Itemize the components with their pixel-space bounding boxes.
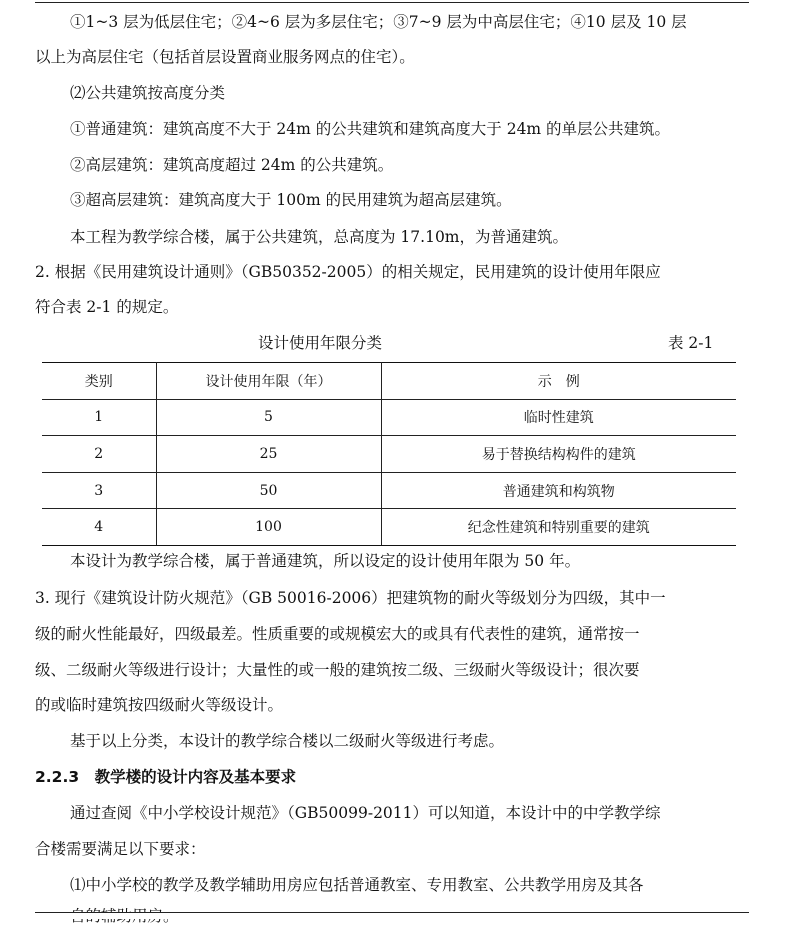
text-line: 级的耐火性能最好，四级最差。性质重要的或规模宏大的或具有代表性的建筑，通常按一 bbox=[35, 625, 640, 643]
text-line: 级、二级耐火等级进行设计；大量性的或一般的建筑按二级、三级耐火等级设计；很次要 bbox=[35, 661, 640, 679]
table-cell: 临时性建筑 bbox=[381, 399, 736, 436]
text-line: 合楼需要满足以下要求： bbox=[35, 840, 206, 858]
text-line: 以上为高层住宅（包括首层设置商业服务网点的住宅）。 bbox=[35, 48, 415, 66]
table-cell: 100 bbox=[156, 509, 381, 546]
text-line: 基于以上分类，本设计的教学综合楼以二级耐火等级进行考虑。 bbox=[70, 732, 505, 750]
table-cell: 纪念性建筑和特别重要的建筑 bbox=[381, 509, 736, 546]
table-cell: 25 bbox=[156, 436, 381, 473]
text-line: 3. 现行《建筑设计防火规范》（GB 50016-2006）把建筑物的耐火等级划分为四级，其中一 bbox=[35, 589, 666, 607]
table-cell: 50 bbox=[156, 472, 381, 509]
table-header-cell: 设计使用年限（年） bbox=[156, 363, 381, 400]
text-line: 的或临时建筑按四级耐火等级设计。 bbox=[35, 696, 284, 714]
text-line: 符合表 2-1 的规定。 bbox=[35, 298, 179, 316]
text-line: 2. 根据《民用建筑设计通则》（GB50352-2005）的相关规定，民用建筑的设计使用年限应 bbox=[35, 263, 661, 281]
table-cell: 4 bbox=[42, 509, 156, 546]
table-header-row bbox=[42, 363, 736, 400]
top-border-line bbox=[35, 2, 749, 3]
table-cell: 3 bbox=[42, 472, 156, 509]
text-line: 本设计为教学综合楼，属于普通建筑，所以设定的设计使用年限为 50 年。 bbox=[70, 552, 581, 570]
text-line: 通过查阅《中小学校设计规范》（GB50099-2011）可以知道，本设计中的中学教学综 bbox=[70, 804, 661, 822]
table-cell: 易于替换结构构件的建筑 bbox=[381, 436, 736, 473]
section-heading: 2.2.3 教学楼的设计内容及基本要求 bbox=[35, 768, 297, 786]
table-row bbox=[42, 399, 736, 436]
table-cell: 1 bbox=[42, 399, 156, 436]
table-cell: 普通建筑和构筑物 bbox=[381, 472, 736, 509]
table-row bbox=[42, 436, 736, 473]
text-line: ①普通建筑：建筑高度不大于 24m 的公共建筑和建筑高度大于 24m 的单层公共建筑。 bbox=[70, 120, 671, 138]
text-line: 本工程为教学综合楼，属于公共建筑，总高度为 17.10m，为普通建筑。 bbox=[70, 228, 569, 246]
table-row bbox=[42, 472, 736, 509]
bottom-border-line bbox=[35, 912, 749, 913]
text-line: ①1~3 层为低层住宅；②4~6 层为多层住宅；③7~9 层为中高层住宅；④10 层及 10 层 bbox=[70, 13, 687, 31]
text-line: ③超高层建筑：建筑高度大于 100m 的民用建筑为超高层建筑。 bbox=[70, 191, 512, 209]
service-life-table bbox=[42, 362, 736, 546]
table-header-cell: 类别 bbox=[42, 363, 156, 400]
text-line: ②高层建筑：建筑高度超过 24m 的公共建筑。 bbox=[70, 156, 394, 174]
table-cell: 2 bbox=[42, 436, 156, 473]
page-bottom-mask bbox=[0, 912, 786, 919]
table-header-cell: 示 例 bbox=[381, 363, 736, 400]
table-number: 表 2-1 bbox=[668, 334, 714, 352]
table-caption: 设计使用年限分类 bbox=[258, 334, 383, 352]
table-row bbox=[42, 509, 736, 546]
subheading-line: ⑵公共建筑按高度分类 bbox=[70, 84, 226, 102]
table-cell: 5 bbox=[156, 399, 381, 436]
text-line: ⑴中小学校的教学及教学辅助用房应包括普通教室、专用教室、公共教学用房及其各 bbox=[70, 876, 644, 894]
